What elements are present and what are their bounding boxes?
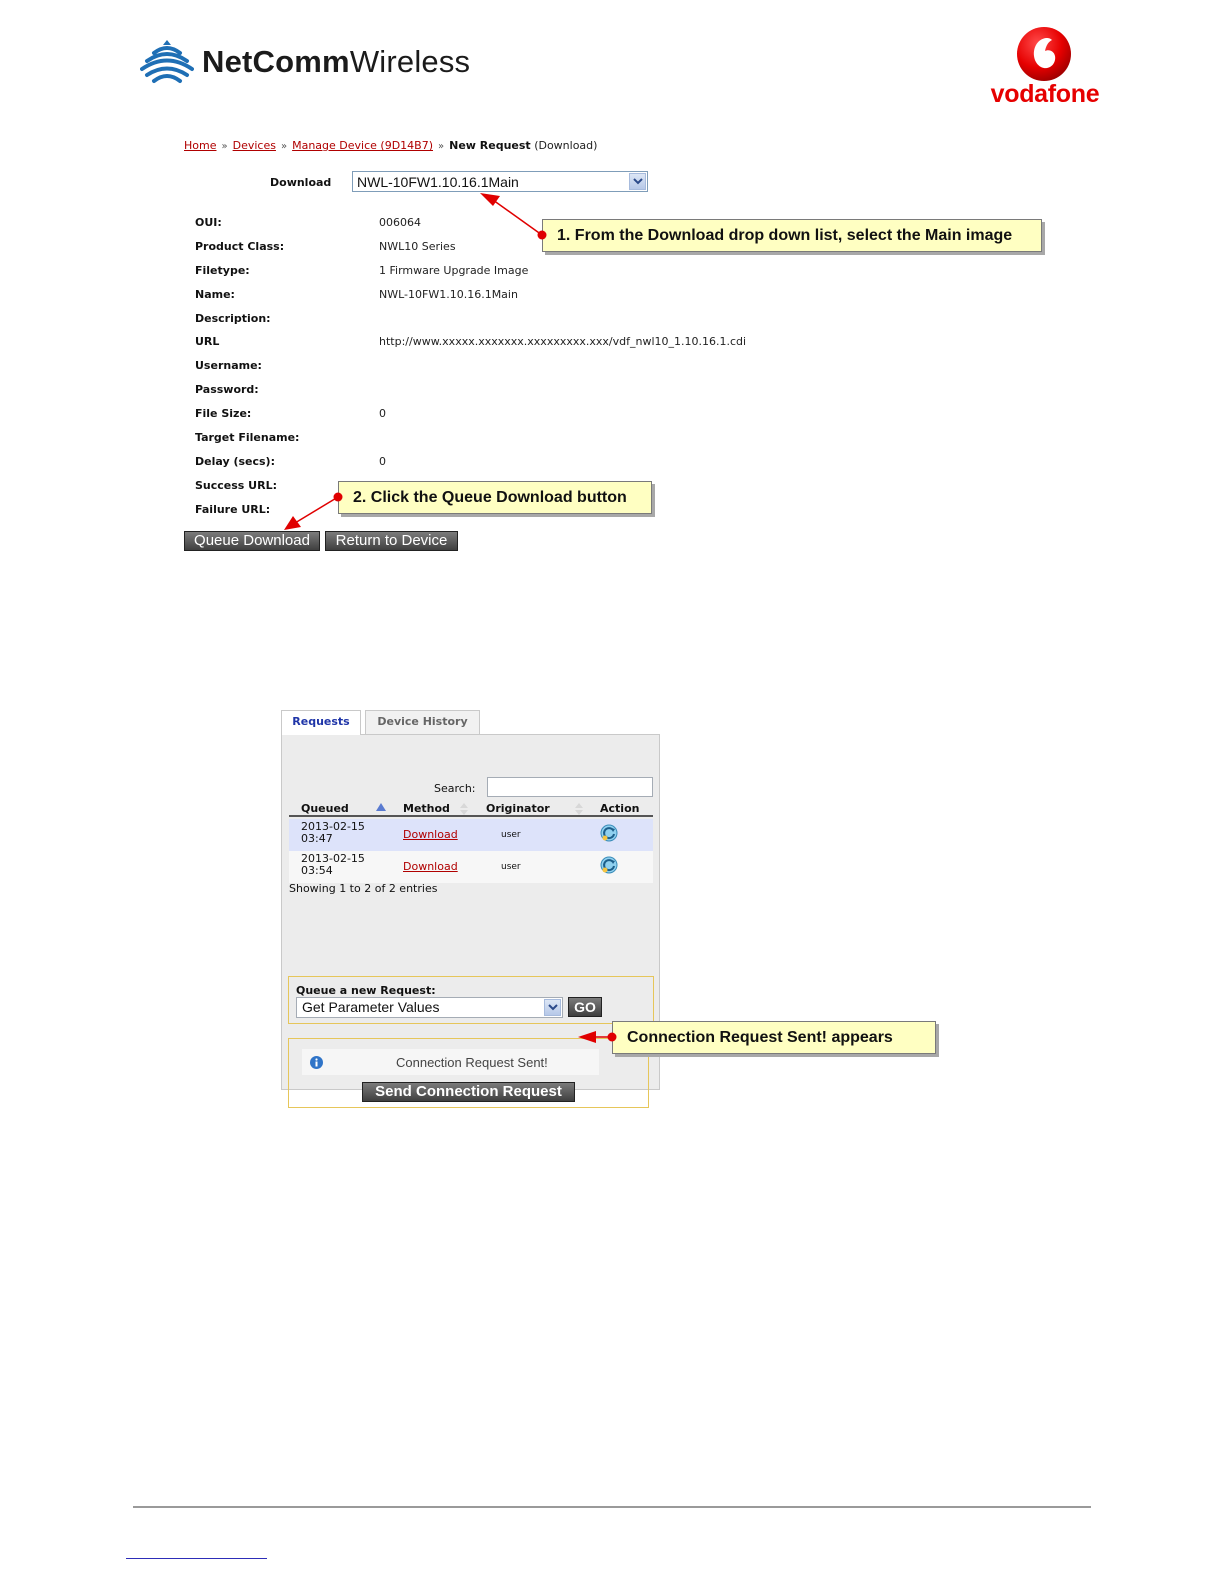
queued-date: 2013-02-15 bbox=[301, 820, 365, 833]
sort-both-icon[interactable] bbox=[575, 803, 583, 815]
property-label: Failure URL: bbox=[195, 502, 271, 516]
property-value: 0 bbox=[379, 407, 386, 421]
property-label: Delay (secs): bbox=[195, 454, 275, 468]
property-label: Product Class: bbox=[195, 239, 285, 253]
sort-ascending-icon[interactable] bbox=[376, 803, 386, 811]
go-button[interactable]: GO bbox=[568, 997, 602, 1017]
breadcrumb-separator: » bbox=[280, 141, 288, 152]
info-icon bbox=[310, 1056, 323, 1069]
vodafone-speechmark-icon bbox=[1016, 26, 1072, 82]
table-info: Showing 1 to 2 of 2 entries bbox=[289, 882, 438, 895]
return-to-device-button[interactable]: Return to Device bbox=[325, 531, 458, 551]
callout-step2: 2. Click the Queue Download button bbox=[338, 481, 652, 514]
chevron-down-icon bbox=[548, 1004, 558, 1011]
breadcrumb-home-link[interactable]: Home bbox=[184, 139, 217, 152]
property-label: Success URL: bbox=[195, 478, 277, 492]
refresh-icon[interactable] bbox=[600, 856, 618, 874]
send-connection-request-button[interactable]: Send Connection Request bbox=[362, 1082, 575, 1102]
requests-panel bbox=[281, 710, 660, 1100]
property-value: NWL10 Series bbox=[379, 239, 456, 253]
chevron-down-icon bbox=[633, 178, 643, 185]
breadcrumb bbox=[184, 139, 597, 152]
request-type-value: Get Parameter Values bbox=[302, 999, 440, 1015]
search-input[interactable] bbox=[487, 777, 653, 797]
queued-time: 03:47 bbox=[301, 832, 333, 845]
column-header-queued[interactable]: Queued bbox=[301, 802, 349, 815]
breadcrumb-separator: » bbox=[438, 141, 445, 152]
breadcrumb-current-type: (Download) bbox=[534, 139, 598, 152]
footnote-rule bbox=[126, 1558, 267, 1559]
queue-download-button[interactable]: Queue Download bbox=[184, 531, 320, 551]
connection-request-box bbox=[288, 1038, 649, 1108]
property-label: Description: bbox=[195, 311, 271, 325]
property-label: Filetype: bbox=[195, 263, 250, 277]
vodafone-wordmark: vodafone bbox=[990, 80, 1100, 108]
property-label: File Size: bbox=[195, 407, 252, 421]
requests-tab-content bbox=[281, 734, 660, 1100]
property-label: Target Filename: bbox=[195, 431, 300, 445]
search-label: Search: bbox=[434, 782, 476, 795]
originator-cell: user bbox=[501, 830, 521, 840]
property-label: OUI: bbox=[195, 216, 222, 229]
dropdown-arrow[interactable] bbox=[629, 173, 646, 190]
column-header-originator[interactable]: Originator bbox=[486, 802, 550, 815]
column-header-method[interactable]: Method bbox=[403, 802, 450, 815]
breadcrumb-current: New Request bbox=[449, 139, 531, 152]
netcomm-brand-text: NetCommWireless bbox=[202, 44, 471, 79]
method-link[interactable]: Download bbox=[403, 828, 458, 841]
originator-cell: user bbox=[501, 862, 521, 872]
property-label: Username: bbox=[195, 359, 262, 373]
callout-step1: 1. From the Download drop down list, select the Main image bbox=[542, 219, 1042, 252]
tab-requests[interactable]: Requests bbox=[281, 710, 361, 735]
property-value: 1 Firmware Upgrade Image bbox=[379, 263, 529, 277]
table-header bbox=[289, 799, 653, 817]
connection-status-message bbox=[302, 1049, 599, 1075]
queued-date: 2013-02-15 bbox=[301, 852, 365, 865]
callout-step3: Connection Request Sent! appears bbox=[612, 1021, 936, 1054]
breadcrumb-manage-device-link[interactable]: Manage Device (9D14B7) bbox=[292, 139, 433, 152]
method-link[interactable]: Download bbox=[403, 860, 458, 873]
queued-cell bbox=[301, 853, 365, 877]
download-select[interactable] bbox=[352, 171, 648, 192]
property-value: NWL-10FW1.10.16.1Main bbox=[379, 287, 518, 301]
tab-device-history[interactable]: Device History bbox=[365, 710, 480, 734]
dropdown-arrow[interactable] bbox=[544, 999, 561, 1016]
refresh-icon[interactable] bbox=[600, 824, 618, 842]
property-label: Name: bbox=[195, 287, 235, 301]
vodafone-logo bbox=[984, 24, 1106, 112]
column-header-action: Action bbox=[600, 802, 640, 815]
breadcrumb-devices-link[interactable]: Devices bbox=[232, 139, 276, 152]
download-select-value: NWL-10FW1.10.16.1Main bbox=[357, 174, 519, 190]
property-value: http://www.xxxxx.xxxxxxx.xxxxxxxxx.xxx/vdf_nwl10_1.10.16.1.cdi bbox=[379, 335, 747, 349]
queued-cell bbox=[301, 821, 365, 845]
property-label: Password: bbox=[195, 383, 259, 397]
property-value: 0 bbox=[379, 454, 386, 468]
wifi-signal-icon bbox=[140, 38, 194, 86]
property-label: URL bbox=[195, 335, 220, 349]
footer-divider bbox=[133, 1506, 1091, 1508]
queue-new-request-label: Queue a new Request: bbox=[296, 984, 436, 997]
queue-new-request-box bbox=[288, 976, 654, 1024]
download-label: Download bbox=[270, 176, 332, 189]
queued-time: 03:54 bbox=[301, 864, 333, 877]
sort-both-icon[interactable] bbox=[460, 803, 468, 815]
property-value: 006064 bbox=[379, 216, 421, 229]
connection-status-text: Connection Request Sent! bbox=[396, 1055, 548, 1070]
table-row bbox=[289, 819, 653, 851]
breadcrumb-separator: » bbox=[221, 141, 228, 152]
table-row bbox=[289, 851, 653, 883]
request-type-select[interactable] bbox=[296, 997, 563, 1018]
netcomm-logo bbox=[140, 34, 470, 90]
